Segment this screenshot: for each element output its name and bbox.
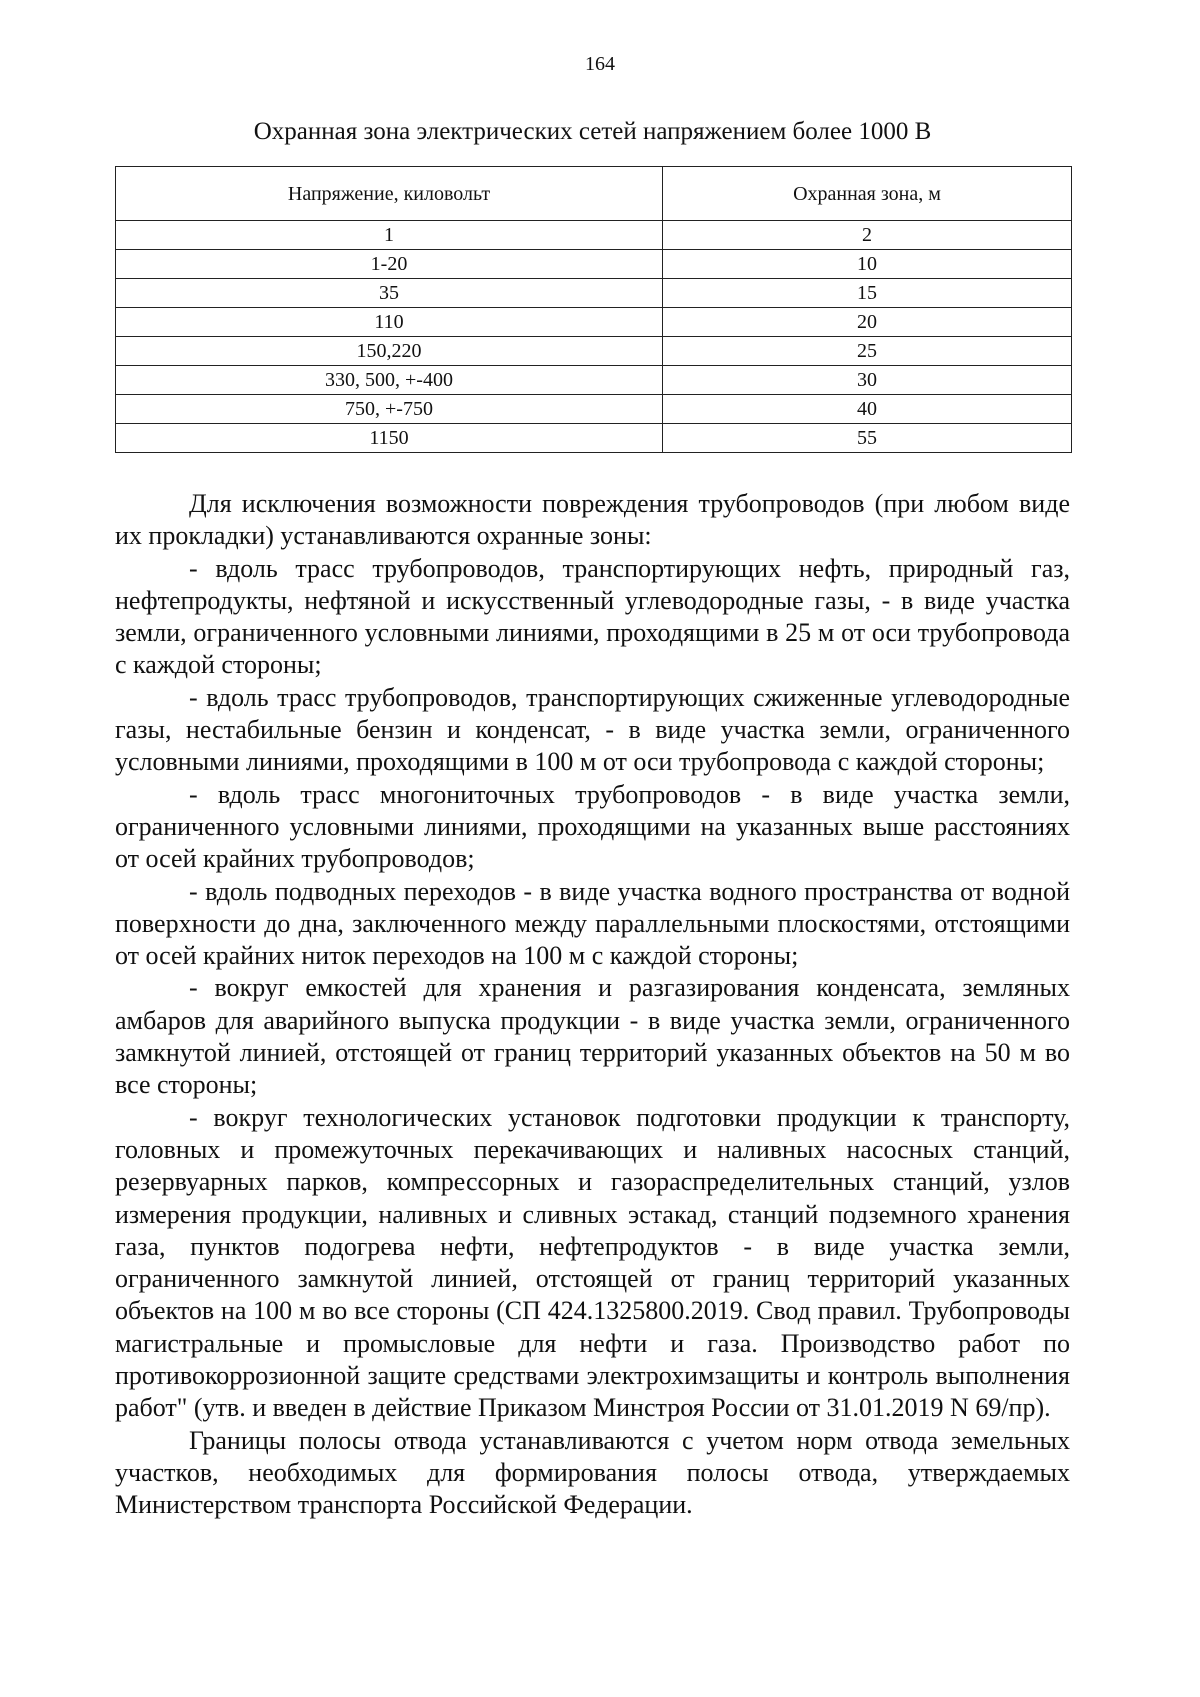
cell-zone: 30 (663, 366, 1072, 395)
table-row (116, 221, 1072, 250)
paragraph-item-multi-line: - вдоль трасс многониточных трубопроводов - в виде участка земли, ограниченного условными линиями, проходящими на указанных выше расстояниях от осей крайних трубопроводов; (115, 779, 1070, 874)
table-row (116, 250, 1072, 279)
page-number: 164 (585, 53, 615, 75)
header-voltage: Напряжение, киловольт (116, 167, 663, 221)
header-zone: Охранная зона, м (663, 167, 1072, 221)
cell-voltage: 750, +-750 (116, 395, 663, 424)
paragraph-item-oil-gas: - вдоль трасс трубопроводов, транспортирующих нефть, природный газ, нефтепродукты, нефтяной и искусственный углеводородные газы, - в виде участка земли, ограниченного условными линиями, проходящими в 25 м от оси трубопровода с каждой стороны; (115, 553, 1070, 680)
table-title: Охранная зона электрических сетей напряжением более 1000 В (253, 118, 932, 145)
cell-zone: 55 (663, 424, 1072, 453)
table-row (116, 308, 1072, 337)
body-text (115, 488, 1070, 1522)
paragraph-intro: Для исключения возможности повреждения трубопроводов (при любом виде их прокладки) устанавливаются охранные зоны: (115, 489, 1070, 551)
protection-zone-table (115, 166, 1072, 453)
cell-zone: 2 (663, 221, 1072, 250)
table-row (116, 424, 1072, 453)
cell-zone: 40 (663, 395, 1072, 424)
paragraph-item-underwater: - вдоль подводных переходов - в виде участка водного пространства от водной поверхности до дна, заключенного между параллельными плоскостями, отстоящими от осей крайних ниток переходов на 100 м с каждой стороны; (115, 876, 1070, 971)
cell-voltage: 1-20 (116, 250, 663, 279)
cell-zone: 25 (663, 337, 1072, 366)
cell-zone: 15 (663, 279, 1072, 308)
cell-zone: 20 (663, 308, 1072, 337)
paragraph-boundaries: Границы полосы отвода устанавливаются с учетом норм отвода земельных участков, необходимых для формирования полосы отвода, утверждаемых Министерством транспорта Российской Федерации. (115, 1425, 1070, 1520)
paragraph-item-tanks: - вокруг емкостей для хранения и разгазирования конденсата, земляных амбаров для аварийного выпуска продукции - в виде участка земли, ограниченного замкнутой линией, отстоящей от границ территорий указанных объектов на 50 м во все стороны; (115, 973, 1070, 1100)
table-row (116, 395, 1072, 424)
paragraph-item-installations: - вокруг технологических установок подготовки продукции к транспорту, головных и промежуточных перекачивающих и наливных насосных станций, резервуарных парков, компрессорных и газораспределительных станций, узлов измерения продукции, наливных и сливных эстакад, станций подземного хранения газа, пунктов подогрева нефти, нефтепродуктов - в виде участка земли, ограниченного замкнутой линией, отстоящей от границ территорий указанных объектов на 100 м во все стороны (СП 424.1325800.2019. Свод правил. Трубопроводы магистральные и промысловые для нефти и газа. Производство работ по противокоррозионной защите средствами электрохимзащиты и контроль выполнения работ" (утв. и введен в действие Приказом Минстроя России от 31.01.2019 N 69/пр). (115, 1102, 1070, 1423)
table-row (116, 279, 1072, 308)
cell-voltage: 110 (116, 308, 663, 337)
cell-zone: 10 (663, 250, 1072, 279)
cell-voltage: 1150 (116, 424, 663, 453)
cell-voltage: 35 (116, 279, 663, 308)
paragraph-item-liquefied-gas: - вдоль трасс трубопроводов, транспортирующих сжиженные углеводородные газы, нестабильные бензин и конденсат, - в виде участка земли, ограниченного условными линиями, проходящими в 100 м от оси трубопровода с каждой стороны; (115, 682, 1070, 777)
table-row (116, 337, 1072, 366)
cell-voltage: 330, 500, +-400 (116, 366, 663, 395)
cell-voltage: 150,220 (116, 337, 663, 366)
table-row (116, 366, 1072, 395)
cell-voltage: 1 (116, 221, 663, 250)
table-header-row (116, 167, 1072, 221)
